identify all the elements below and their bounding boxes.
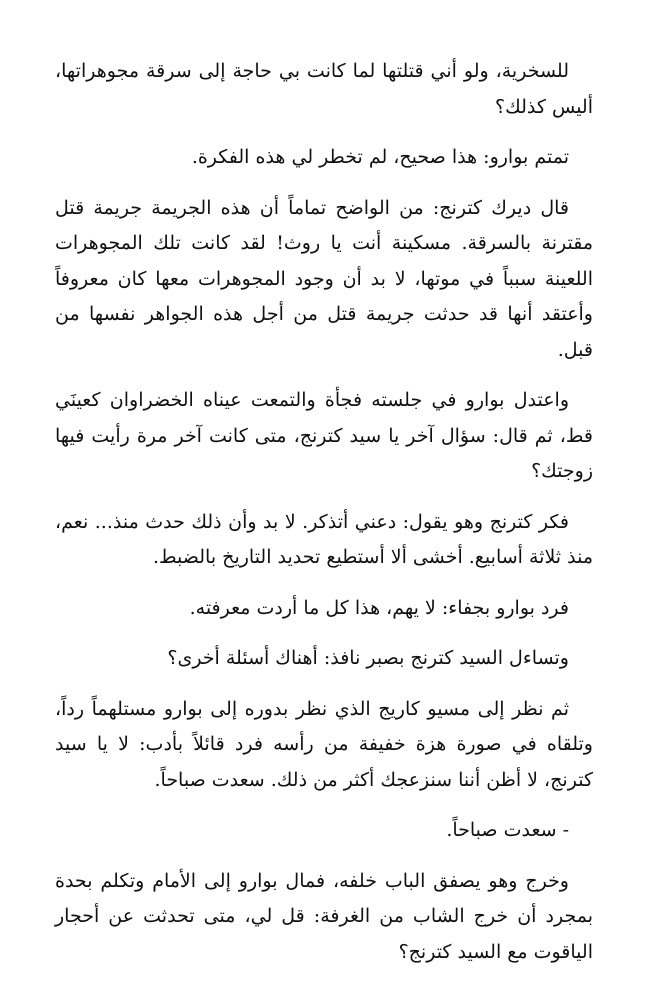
paragraph-6: فرد بوارو بجفاء: لا يهم، هذا كل ما أردت معرفته. [189, 596, 569, 619]
paragraph-3: قال ديرك كترنج: من الواضح تماماً أن هذه الجريمة جريمة قتل مقترنة بالسرقة. مسكينة أنت يا روث! لقد كانت تلك المجوهرات اللعينة سبباً في موتها، لا بد أن وجود المجوهرات معها كان معروفاً وأعتقد أنها قد حدثت جريمة قتل من أجل هذه الجواهر نفسها من قبل. [55, 196, 593, 361]
paragraph-9: - سعدت صباحاً. [446, 819, 569, 841]
paragraph-7: وتساءل السيد كترنج بصبر نافذ: أهناك أسئلة أخرى؟ [167, 647, 569, 669]
paragraph-10: وخرج وهو يصفق الباب خلفه، فمال بوارو إلى الأمام وتكلم بحدة بمجرد أن خرج الشاب من الغرفة: قل لي، متى تحدثت عن أحجار الياقوت مع السيد كترنج؟ [55, 869, 593, 963]
paragraph-8: ثم نظر إلى مسيو كاريج الذي نظر بدوره إلى بوارو مستلهماً رداً، وتلقاه في صورة هزة خفيفة من رأسه فرد قائلاً بأدب: لا يا سيد كترنج، لا أظن أننا سنزعجك أكثر من ذلك. سعدت صباحاً. [55, 697, 593, 791]
paragraph-4: واعتدل بوارو في جلسته فجأة والتمعت عيناه الخضراوان كعينَي قط، ثم قال: سؤال آخر يا سيد كترنج، متى كانت آخر مرة رأيت فيها زوجتك؟ [55, 389, 593, 482]
paragraph-2: تمتم بوارو: هذا صحيح، لم تخطر لي هذه الفكرة. [191, 146, 569, 168]
paragraph-5: فكر كترنج وهو يقول: دعني أتذكر. لا بد وأن ذلك حدث منذ... نعم، منذ ثلاثة أسابيع. أخشى ألا أستطيع تحديد التاريخ بالضبط. [55, 510, 593, 568]
paragraph-1: للسخرية، ولو أني قتلتها لما كانت بي حاجة إلى سرقة مجوهراتها، أليس كذلك؟ [55, 60, 593, 118]
